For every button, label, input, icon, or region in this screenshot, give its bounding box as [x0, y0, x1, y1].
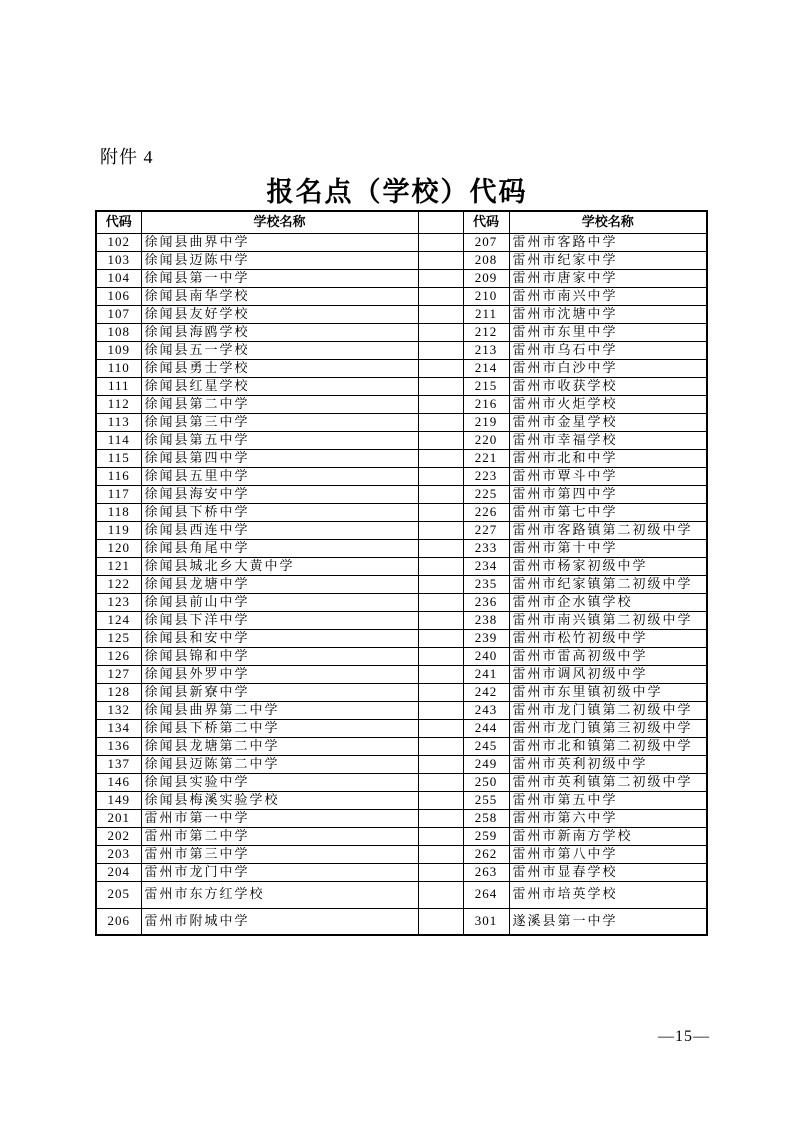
code-cell: 113	[96, 413, 141, 431]
school-name-cell: 雷州市北和镇第二初级中学	[509, 737, 707, 755]
school-name-cell: 雷州市松竹初级中学	[509, 629, 707, 647]
table-row	[96, 809, 707, 827]
school-name-cell: 徐闻县五一学校	[141, 341, 418, 359]
table-row	[96, 449, 707, 467]
spacer-cell	[418, 719, 463, 737]
code-cell: 132	[96, 701, 141, 719]
spacer-cell	[418, 665, 463, 683]
school-name-cell: 徐闻县海安中学	[141, 485, 418, 503]
table-row	[96, 845, 707, 863]
school-name-cell: 徐闻县下桥中学	[141, 503, 418, 521]
school-name-cell: 徐闻县下洋中学	[141, 611, 418, 629]
spacer-cell	[418, 341, 463, 359]
spacer-cell	[418, 449, 463, 467]
school-name-cell: 雷州市新南方学校	[509, 827, 707, 845]
code-cell: 137	[96, 755, 141, 773]
table-row	[96, 575, 707, 593]
school-name-cell: 雷州市龙门镇第二初级中学	[509, 701, 707, 719]
code-cell: 234	[463, 557, 509, 575]
code-cell: 146	[96, 773, 141, 791]
school-name-cell: 徐闻县下桥第二中学	[141, 719, 418, 737]
spacer-cell	[418, 881, 463, 908]
school-name-cell: 雷州市乌石中学	[509, 341, 707, 359]
code-cell: 134	[96, 719, 141, 737]
spacer-cell	[418, 863, 463, 881]
table-row	[96, 593, 707, 611]
code-cell: 241	[463, 665, 509, 683]
code-cell: 244	[463, 719, 509, 737]
page-number: —15—	[658, 1028, 710, 1045]
spacer-cell	[418, 773, 463, 791]
spacer-cell	[418, 233, 463, 251]
school-name-cell: 徐闻县海鸥学校	[141, 323, 418, 341]
school-name-cell: 雷州市第二中学	[141, 827, 418, 845]
school-name-cell: 徐闻县第四中学	[141, 449, 418, 467]
table-row	[96, 485, 707, 503]
code-cell: 201	[96, 809, 141, 827]
school-name-cell: 雷州市东里中学	[509, 323, 707, 341]
code-cell: 263	[463, 863, 509, 881]
school-name-cell: 雷州市第七中学	[509, 503, 707, 521]
school-name-cell: 雷州市雷高初级中学	[509, 647, 707, 665]
school-name-cell: 徐闻县外罗中学	[141, 665, 418, 683]
code-cell: 216	[463, 395, 509, 413]
code-cell: 117	[96, 485, 141, 503]
code-cell: 239	[463, 629, 509, 647]
code-cell: 115	[96, 449, 141, 467]
school-name-cell: 徐闻县龙塘第二中学	[141, 737, 418, 755]
table-row	[96, 539, 707, 557]
code-cell: 211	[463, 305, 509, 323]
code-cell: 111	[96, 377, 141, 395]
table-row	[96, 908, 707, 935]
table-row	[96, 683, 707, 701]
spacer-cell	[418, 539, 463, 557]
code-cell: 136	[96, 737, 141, 755]
school-name-cell: 雷州市东里镇初级中学	[509, 683, 707, 701]
table-row	[96, 521, 707, 539]
header-name-right: 学校名称	[509, 211, 707, 233]
code-cell: 209	[463, 269, 509, 287]
school-name-cell: 雷州市唐家中学	[509, 269, 707, 287]
code-cell: 233	[463, 539, 509, 557]
code-cell: 259	[463, 827, 509, 845]
table-row	[96, 791, 707, 809]
code-cell: 123	[96, 593, 141, 611]
code-cell: 223	[463, 467, 509, 485]
code-cell: 149	[96, 791, 141, 809]
code-cell: 206	[96, 908, 141, 935]
code-cell: 103	[96, 251, 141, 269]
spacer-cell	[418, 413, 463, 431]
code-cell: 255	[463, 791, 509, 809]
school-name-cell: 徐闻县曲界第二中学	[141, 701, 418, 719]
code-cell: 207	[463, 233, 509, 251]
code-cell: 127	[96, 665, 141, 683]
school-name-cell: 雷州市沈塘中学	[509, 305, 707, 323]
code-cell: 119	[96, 521, 141, 539]
spacer-cell	[418, 755, 463, 773]
school-name-cell: 雷州市北和中学	[509, 449, 707, 467]
table-row	[96, 233, 707, 251]
spacer-cell	[418, 593, 463, 611]
table-row	[96, 629, 707, 647]
code-cell: 114	[96, 431, 141, 449]
school-name-cell: 雷州市纪家中学	[509, 251, 707, 269]
school-name-cell: 雷州市龙门中学	[141, 863, 418, 881]
table-row	[96, 395, 707, 413]
code-cell: 301	[463, 908, 509, 935]
spacer-cell	[418, 683, 463, 701]
school-name-cell: 徐闻县前山中学	[141, 593, 418, 611]
school-name-cell: 徐闻县第一中学	[141, 269, 418, 287]
table-row	[96, 647, 707, 665]
school-name-cell: 徐闻县友好学校	[141, 305, 418, 323]
code-cell: 242	[463, 683, 509, 701]
code-cell: 108	[96, 323, 141, 341]
table-row	[96, 737, 707, 755]
table-row	[96, 269, 707, 287]
code-cell: 236	[463, 593, 509, 611]
school-name-cell: 徐闻县新寮中学	[141, 683, 418, 701]
code-cell: 215	[463, 377, 509, 395]
code-cell: 107	[96, 305, 141, 323]
school-name-cell: 雷州市南兴中学	[509, 287, 707, 305]
school-name-cell: 雷州市收获学校	[509, 377, 707, 395]
school-name-cell: 雷州市培英学校	[509, 881, 707, 908]
code-cell: 104	[96, 269, 141, 287]
school-name-cell: 雷州市英利镇第二初级中学	[509, 773, 707, 791]
code-cell: 112	[96, 395, 141, 413]
spacer-cell	[418, 377, 463, 395]
table-row	[96, 827, 707, 845]
code-cell: 243	[463, 701, 509, 719]
spacer-cell	[418, 827, 463, 845]
code-cell: 126	[96, 647, 141, 665]
code-cell: 219	[463, 413, 509, 431]
school-name-cell: 徐闻县角尾中学	[141, 539, 418, 557]
spacer-cell	[418, 611, 463, 629]
school-name-cell: 雷州市企水镇学校	[509, 593, 707, 611]
spacer-cell	[418, 575, 463, 593]
table-row	[96, 305, 707, 323]
code-cell: 226	[463, 503, 509, 521]
school-name-cell: 雷州市附城中学	[141, 908, 418, 935]
table-row	[96, 377, 707, 395]
code-cell: 262	[463, 845, 509, 863]
table-row	[96, 665, 707, 683]
table-row	[96, 413, 707, 431]
spacer-cell	[418, 485, 463, 503]
school-name-cell: 雷州市调风初级中学	[509, 665, 707, 683]
school-name-cell: 雷州市纪家镇第二初级中学	[509, 575, 707, 593]
spacer-cell	[418, 647, 463, 665]
code-cell: 205	[96, 881, 141, 908]
table-row	[96, 287, 707, 305]
spacer-cell	[418, 395, 463, 413]
table-row	[96, 881, 707, 908]
school-name-cell: 雷州市第五中学	[509, 791, 707, 809]
code-cell: 213	[463, 341, 509, 359]
school-name-cell: 徐闻县龙塘中学	[141, 575, 418, 593]
code-cell: 250	[463, 773, 509, 791]
school-name-cell: 雷州市第八中学	[509, 845, 707, 863]
table-row	[96, 431, 707, 449]
code-cell: 106	[96, 287, 141, 305]
spacer-cell	[418, 287, 463, 305]
spacer-cell	[418, 323, 463, 341]
school-name-cell: 雷州市第十中学	[509, 539, 707, 557]
code-cell: 245	[463, 737, 509, 755]
school-name-cell: 雷州市覃斗中学	[509, 467, 707, 485]
table-header	[96, 211, 707, 233]
school-name-cell: 雷州市火炬学校	[509, 395, 707, 413]
school-name-cell: 徐闻县南华学校	[141, 287, 418, 305]
code-cell: 125	[96, 629, 141, 647]
code-cell: 122	[96, 575, 141, 593]
spacer-cell	[418, 908, 463, 935]
table-row	[96, 755, 707, 773]
school-name-cell: 徐闻县实验中学	[141, 773, 418, 791]
code-cell: 121	[96, 557, 141, 575]
code-cell: 210	[463, 287, 509, 305]
table-row	[96, 719, 707, 737]
school-name-cell: 雷州市杨家初级中学	[509, 557, 707, 575]
school-name-cell: 徐闻县勇士学校	[141, 359, 418, 377]
table-row	[96, 251, 707, 269]
code-cell: 258	[463, 809, 509, 827]
school-name-cell: 徐闻县第三中学	[141, 413, 418, 431]
spacer-cell	[418, 737, 463, 755]
spacer-cell	[418, 269, 463, 287]
code-cell: 240	[463, 647, 509, 665]
code-cell: 202	[96, 827, 141, 845]
table-row	[96, 773, 707, 791]
school-name-cell: 徐闻县锦和中学	[141, 647, 418, 665]
spacer-cell	[418, 503, 463, 521]
code-cell: 238	[463, 611, 509, 629]
code-cell: 128	[96, 683, 141, 701]
code-cell: 220	[463, 431, 509, 449]
school-name-cell: 雷州市第六中学	[509, 809, 707, 827]
spacer-cell	[418, 629, 463, 647]
code-cell: 120	[96, 539, 141, 557]
school-name-cell: 雷州市客路镇第二初级中学	[509, 521, 707, 539]
school-name-cell: 徐闻县城北乡大黄中学	[141, 557, 418, 575]
school-name-cell: 雷州市白沙中学	[509, 359, 707, 377]
spacer-cell	[418, 809, 463, 827]
spacer-cell	[418, 467, 463, 485]
table-header-row	[96, 211, 707, 233]
school-name-cell: 徐闻县梅溪实验学校	[141, 791, 418, 809]
school-name-cell: 徐闻县五里中学	[141, 467, 418, 485]
spacer-cell	[418, 557, 463, 575]
spacer-cell	[418, 251, 463, 269]
spacer-cell	[418, 791, 463, 809]
code-cell: 102	[96, 233, 141, 251]
code-cell: 221	[463, 449, 509, 467]
header-spacer	[418, 211, 463, 233]
table-row	[96, 863, 707, 881]
table-row	[96, 701, 707, 719]
spacer-cell	[418, 431, 463, 449]
code-cell: 116	[96, 467, 141, 485]
code-cell: 227	[463, 521, 509, 539]
code-cell: 225	[463, 485, 509, 503]
page-title: 报名点（学校）代码	[266, 177, 528, 207]
school-name-cell: 雷州市第一中学	[141, 809, 418, 827]
code-cell: 249	[463, 755, 509, 773]
school-name-cell: 雷州市第四中学	[509, 485, 707, 503]
school-name-cell: 徐闻县红星学校	[141, 377, 418, 395]
code-cell: 212	[463, 323, 509, 341]
school-name-cell: 遂溪县第一中学	[509, 908, 707, 935]
code-cell: 203	[96, 845, 141, 863]
code-cell: 235	[463, 575, 509, 593]
code-cell: 214	[463, 359, 509, 377]
school-name-cell: 徐闻县迈陈第二中学	[141, 755, 418, 773]
school-name-cell: 徐闻县曲界中学	[141, 233, 418, 251]
school-name-cell: 雷州市龙门镇第三初级中学	[509, 719, 707, 737]
school-name-cell: 雷州市南兴镇第二初级中学	[509, 611, 707, 629]
spacer-cell	[418, 845, 463, 863]
table-row	[96, 503, 707, 521]
spacer-cell	[418, 359, 463, 377]
header-code-right: 代码	[463, 211, 509, 233]
school-name-cell: 徐闻县迈陈中学	[141, 251, 418, 269]
table-row	[96, 323, 707, 341]
spacer-cell	[418, 701, 463, 719]
code-cell: 264	[463, 881, 509, 908]
header-code-left: 代码	[96, 211, 141, 233]
school-name-cell: 徐闻县第二中学	[141, 395, 418, 413]
table-row	[96, 341, 707, 359]
table-row	[96, 359, 707, 377]
code-cell: 208	[463, 251, 509, 269]
school-code-table	[95, 210, 708, 936]
table-row	[96, 557, 707, 575]
school-name-cell: 雷州市第三中学	[141, 845, 418, 863]
attachment-label: 附件 4	[100, 147, 154, 167]
table-row	[96, 611, 707, 629]
table-body	[96, 233, 707, 935]
spacer-cell	[418, 521, 463, 539]
code-cell: 110	[96, 359, 141, 377]
school-name-cell: 雷州市金星学校	[509, 413, 707, 431]
school-name-cell: 雷州市幸福学校	[509, 431, 707, 449]
code-cell: 204	[96, 863, 141, 881]
school-name-cell: 雷州市英利初级中学	[509, 755, 707, 773]
school-name-cell: 雷州市客路中学	[509, 233, 707, 251]
header-name-left: 学校名称	[141, 211, 418, 233]
code-cell: 118	[96, 503, 141, 521]
table-row	[96, 467, 707, 485]
school-name-cell: 雷州市东方红学校	[141, 881, 418, 908]
school-name-cell: 雷州市显春学校	[509, 863, 707, 881]
school-name-cell: 徐闻县和安中学	[141, 629, 418, 647]
spacer-cell	[418, 305, 463, 323]
school-name-cell: 徐闻县西连中学	[141, 521, 418, 539]
code-cell: 124	[96, 611, 141, 629]
code-cell: 109	[96, 341, 141, 359]
school-name-cell: 徐闻县第五中学	[141, 431, 418, 449]
